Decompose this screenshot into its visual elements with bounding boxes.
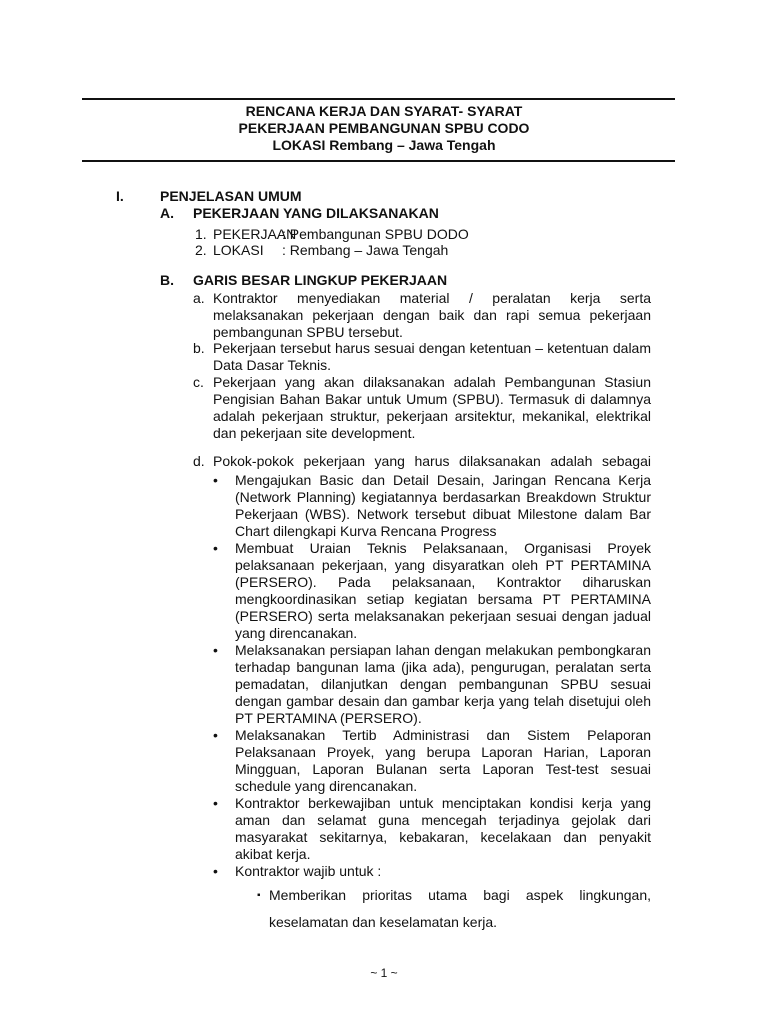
point-c-marker: c. [193, 374, 204, 390]
list-item [213, 727, 651, 795]
title-line-3: LOKASI Rembang – Jawa Tengah [272, 137, 496, 153]
bullet-icon: • [213, 795, 218, 811]
bullet-icon: • [213, 727, 218, 743]
section-number: I. [116, 188, 124, 204]
bullet-text: Membuat Uraian Teknis Pelaksanaan, Organisasi Proyek pelaksanaan pekerjaan, yang disyaratkan oleh PT PERTAMINA (PERSERO). Pada pelaksanaan, Kontraktor diharuskan mengkoordinasikan setiap kegiatan bersama PT PERTAMINA (PERSERO) serta melaksanakan pekerjaan sesuai dengan jadual yang direncanakan. [235, 540, 651, 641]
bottom-rule [82, 160, 675, 162]
item-value: : Rembang – Jawa Tengah [282, 242, 449, 258]
bullet-text: Mengajukan Basic dan Detail Desain, Jaringan Rencana Kerja (Network Planning) kegiatannya berdasarkan Breakdown Struktur Pekerjaan (WBS). Network tersebut dibuat Milestone dalam Bar Chart dilengkapi Kurva Rencana Progress [235, 472, 651, 539]
bullet-icon: • [213, 540, 218, 556]
point-d-text: Pokok-pokok pekerjaan yang harus dilaksanakan adalah sebagai [213, 453, 651, 469]
list-item [213, 642, 651, 727]
bullet-icon: • [213, 642, 218, 658]
square-bullet-icon: ▪ [257, 890, 261, 901]
item-label: LOKASI [213, 242, 264, 258]
list-item [213, 795, 651, 863]
bullet-icon: • [213, 863, 218, 879]
list-item [213, 472, 651, 540]
point-b-text: Pekerjaan tersebut harus sesuai dengan ketentuan – ketentuan dalam Data Dasar Teknis. [213, 340, 651, 373]
list-item [213, 863, 651, 936]
bullet-text: Kontraktor wajib untuk : [235, 863, 382, 879]
list-item [195, 242, 469, 258]
item-number: 1. [195, 226, 207, 242]
sub-bullet-text: Memberikan prioritas utama bagi aspek lingkungan, keselamatan dan keselamatan kerja. [269, 887, 651, 930]
project-info-list [195, 226, 469, 258]
item-label: PEKERJAAN [213, 226, 297, 242]
subsection-a-title: PEKERJAAN YANG DILAKSANAKAN [193, 205, 439, 221]
list-item [195, 226, 469, 242]
point-b-marker: b. [193, 340, 205, 356]
point-a-marker: a. [193, 290, 205, 306]
point-d-marker: d. [193, 453, 205, 469]
bullet-text: Kontraktor berkewajiban untuk menciptakan kondisi kerja yang aman dan selamat guna mencegah terjadinya gejolak dari masyarakat sekitarnya, kebakaran, kecelakaan dan penyakit akibat kerja. [235, 795, 651, 862]
document-title [82, 103, 686, 154]
title-line-1: RENCANA KERJA DAN SYARAT- SYARAT [245, 103, 523, 119]
subsection-a-letter: A. [160, 205, 174, 221]
title-line-2: PEKERJAAN PEMBANGUNAN SPBU CODO [238, 120, 530, 136]
subsection-b-title: GARIS BESAR LINGKUP PEKERJAAN [193, 272, 448, 288]
subsection-b-letter: B. [160, 272, 174, 288]
top-rule [82, 98, 675, 100]
list-item [213, 540, 651, 642]
bullet-text: Melaksanakan Tertib Administrasi dan Sistem Pelaporan Pelaksanaan Proyek, yang berupa Laporan Harian, Laporan Mingguan, Laporan Bulanan serta Laporan Test-test sesuai schedule yang direncanakan. [235, 727, 651, 794]
point-a-text: Kontraktor menyediakan material / peralatan kerja serta melaksanakan pekerjaan dengan baik dan rapi semua pekerjaan pembangunan SPBU tersebut. [213, 290, 651, 340]
page-number: ~ 1 ~ [370, 966, 398, 980]
bullet-icon: • [213, 472, 218, 488]
item-number: 2. [195, 242, 207, 258]
point-c-text: Pekerjaan yang akan dilaksanakan adalah Pembangunan Stasiun Pengisian Bahan Bakar untuk Umum (SPBU). Termasuk di dalamnya adalah pekerjaan struktur, pekerjaan arsitektur, mekanikal, elektrikal dan pekerjaan site development. [213, 374, 651, 441]
sub-bullet-list [235, 882, 651, 936]
section-title: PENJELASAN UMUM [160, 188, 302, 204]
item-value: : Pembangunan SPBU DODO [282, 226, 469, 242]
bullet-list [213, 472, 651, 936]
bullet-text: Melaksanakan persiapan lahan dengan melakukan pembongkaran terhadap bangunan lama (jika ada), pengurugan, peralatan serta pemadatan, dilanjutkan dengan pembangunan SPBU sesuai dengan gambar desain dan gambar kerja yang telah disetujui oleh PT PERTAMINA (PERSERO). [235, 642, 651, 726]
list-item [235, 882, 651, 936]
